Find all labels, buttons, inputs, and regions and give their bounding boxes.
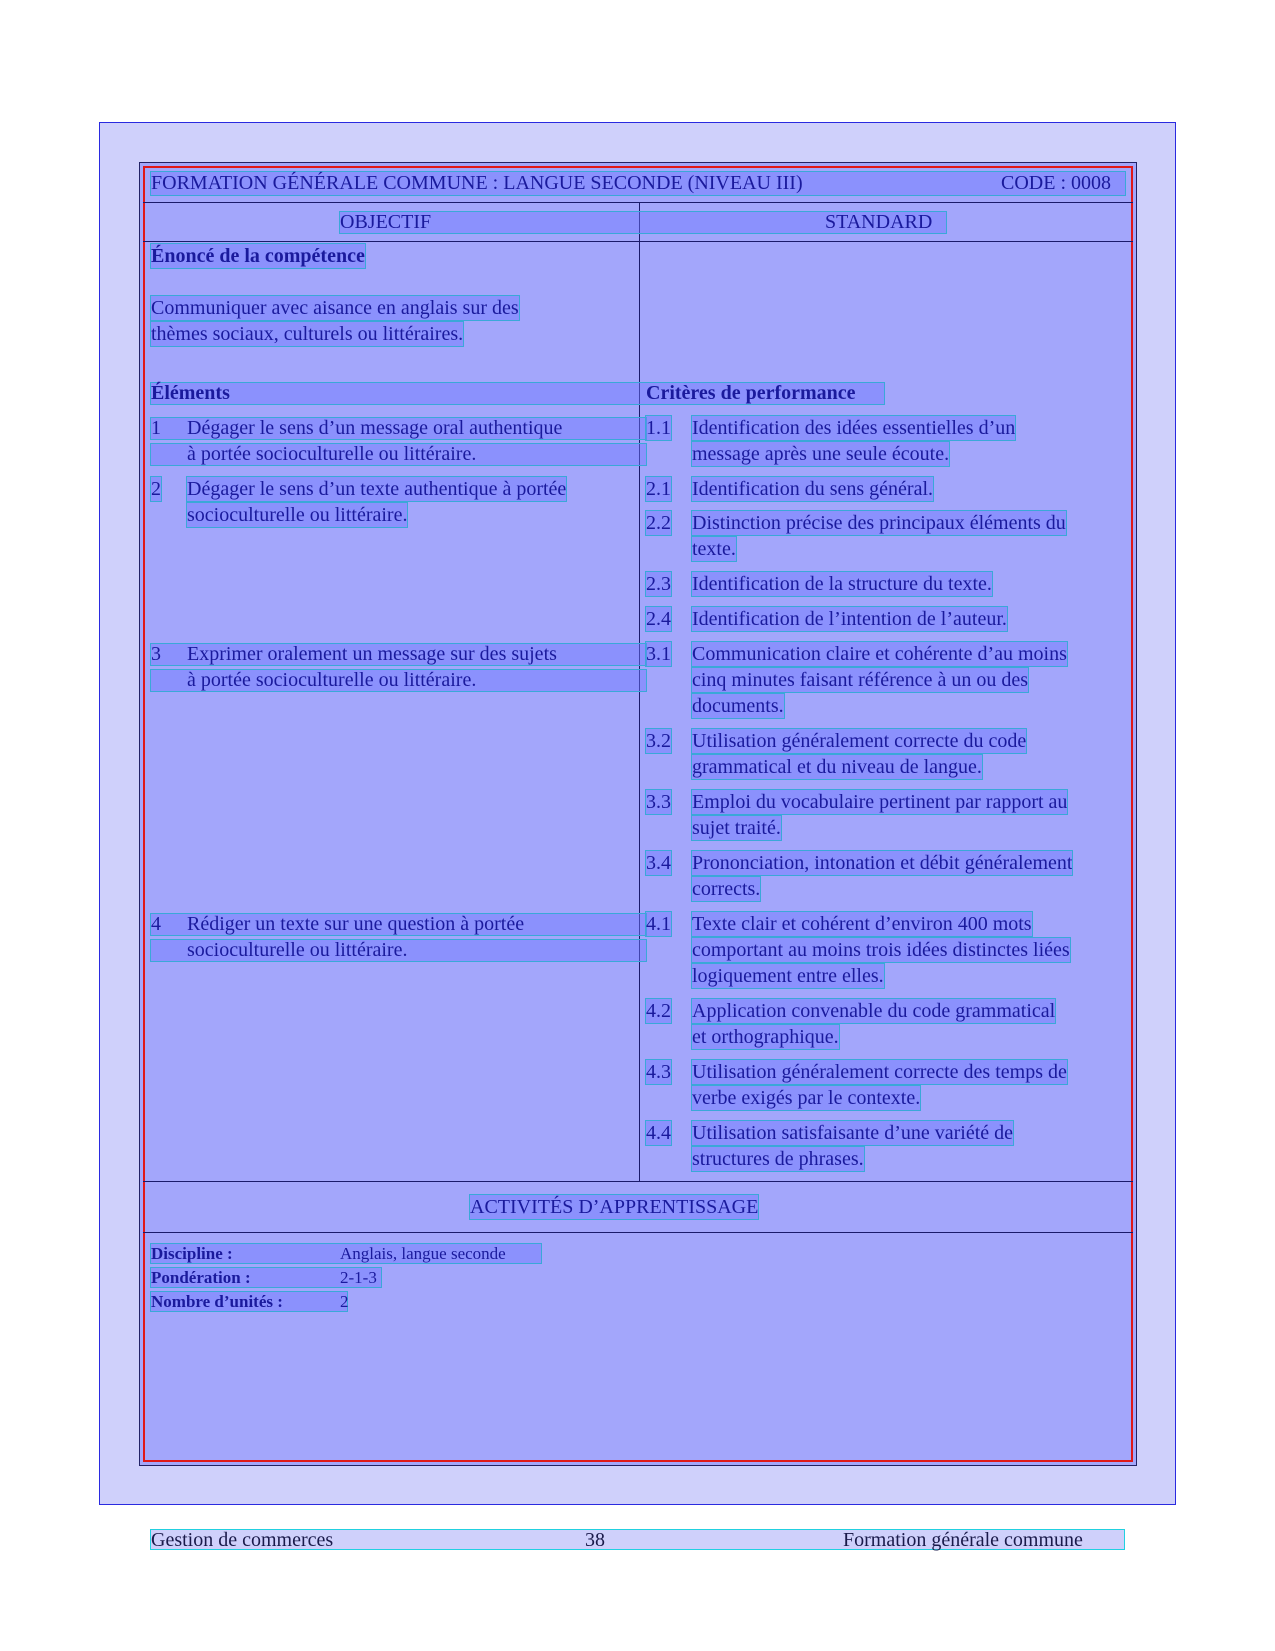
criterion-3-2-number: 3.2: [646, 730, 671, 752]
element-3-line-2: à portée socioculturelle ou littéraire.: [187, 669, 477, 691]
element-4-number: 4: [151, 913, 161, 935]
criterion-4-2-line-2: et orthographique.: [692, 1026, 839, 1048]
column-divider: [639, 202, 640, 1181]
column-standard: STANDARD: [825, 211, 933, 233]
discipline-value: Anglais, langue seconde: [340, 1244, 506, 1263]
element-1-number: 1: [151, 417, 161, 439]
criterion-3-4-line-2: corrects.: [692, 878, 761, 900]
page-number: 38: [585, 1529, 605, 1551]
criterion-4-3-number: 4.3: [646, 1061, 671, 1083]
criterion-3-1-line-2: cinq minutes faisant référence à un ou des: [692, 669, 1028, 691]
element-4-line-2: socioculturelle ou littéraire.: [187, 939, 408, 961]
criterion-4-1-line-2: comportant au moins trois idées distinctes liées: [692, 939, 1070, 961]
criterion-3-3-number: 3.3: [646, 791, 671, 813]
element-2-number: 2: [151, 478, 161, 500]
criterion-4-4-line-1: Utilisation satisfaisante d’une variété de: [692, 1122, 1014, 1144]
activities-top-divider: [143, 1181, 1133, 1182]
footer-left: Gestion de commerces: [151, 1529, 334, 1551]
criteria-heading: Critères de performance: [646, 382, 856, 404]
criterion-4-1-number: 4.1: [646, 913, 671, 935]
criterion-2-3-line-1: Identification de la structure du texte.: [692, 573, 992, 595]
criterion-4-4-line-2: structures de phrases.: [692, 1148, 864, 1170]
activities-bottom-divider: [143, 1232, 1133, 1233]
criterion-4-1-line-3: logiquement entre elles.: [692, 965, 884, 987]
criterion-3-1-line-1: Communication claire et cohérente d’au moins: [692, 643, 1067, 665]
criterion-2-4-number: 2.4: [646, 608, 671, 630]
element-4-line-1: Rédiger un texte sur une question à portée: [187, 913, 525, 935]
competence-line-1: Communiquer avec aisance en anglais sur des: [151, 297, 519, 319]
header-title: FORMATION GÉNÉRALE COMMUNE : LANGUE SECONDE (NIVEAU III): [151, 172, 803, 194]
ponderation-value: 2-1-3: [340, 1268, 377, 1287]
criterion-3-2-line-2: grammatical et du niveau de langue.: [692, 756, 982, 778]
criterion-3-4-number: 3.4: [646, 852, 671, 874]
element-1-line-2: à portée socioculturelle ou littéraire.: [187, 443, 477, 465]
criterion-2-2-line-2: texte.: [692, 538, 736, 560]
criterion-2-1-number: 2.1: [646, 478, 671, 500]
criterion-2-2-line-1: Distinction précise des principaux éléments du: [692, 512, 1066, 534]
header-divider: [143, 202, 1133, 203]
criterion-4-1-line-1: Texte clair et cohérent d’environ 400 mots: [692, 913, 1032, 935]
competence-heading: Énoncé de la compétence: [151, 245, 365, 267]
discipline-label: Discipline :: [151, 1244, 233, 1263]
criterion-4-3-line-2: verbe exigés par le contexte.: [692, 1087, 921, 1109]
criterion-2-3-number: 2.3: [646, 573, 671, 595]
element-1-line-1: Dégager le sens d’un message oral authentique: [187, 417, 563, 439]
criterion-4-2-number: 4.2: [646, 1000, 671, 1022]
activities-heading: ACTIVITÉS D’APPRENTISSAGE: [470, 1196, 759, 1218]
criterion-1-1-line-2: message après une seule écoute.: [692, 443, 950, 465]
column-objectif: OBJECTIF: [340, 211, 432, 233]
criterion-2-1-line-1: Identification du sens général.: [692, 478, 934, 500]
element-2-line-1: Dégager le sens d’un texte authentique à portée: [187, 478, 567, 500]
criterion-3-1-line-3: documents.: [692, 695, 784, 717]
criterion-1-1-number: 1.1: [646, 417, 671, 439]
criterion-2-2-number: 2.2: [646, 512, 671, 534]
criterion-3-3-line-2: sujet traité.: [692, 817, 781, 839]
column-header-divider: [143, 241, 1133, 242]
criterion-4-4-number: 4.4: [646, 1122, 671, 1144]
element-3-line-1: Exprimer oralement un message sur des sujets: [187, 643, 557, 665]
criterion-1-1-line-1: Identification des idées essentielles d’un: [692, 417, 1016, 439]
criterion-4-3-line-1: Utilisation généralement correcte des temps de: [692, 1061, 1067, 1083]
units-value: 2: [340, 1292, 349, 1311]
criterion-2-4-line-1: Identification de l’intention de l’auteur.: [692, 608, 1007, 630]
criterion-3-3-line-1: Emploi du vocabulaire pertinent par rapport au: [692, 791, 1068, 813]
footer-right: Formation générale commune: [843, 1529, 1083, 1551]
competence-line-2: thèmes sociaux, culturels ou littéraires.: [151, 323, 464, 345]
elements-heading: Éléments: [151, 382, 230, 404]
criterion-3-2-line-1: Utilisation généralement correcte du code: [692, 730, 1027, 752]
criterion-3-4-line-1: Prononciation, intonation et débit généralement: [692, 852, 1073, 874]
element-2-line-2: socioculturelle ou littéraire.: [187, 504, 408, 526]
header-code: CODE : 0008: [1001, 172, 1111, 194]
units-label: Nombre d’unités :: [151, 1292, 283, 1311]
criterion-3-1-number: 3.1: [646, 643, 671, 665]
ponderation-label: Pondération :: [151, 1268, 251, 1287]
element-3-number: 3: [151, 643, 161, 665]
criterion-4-2-line-1: Application convenable du code grammatical: [692, 1000, 1056, 1022]
